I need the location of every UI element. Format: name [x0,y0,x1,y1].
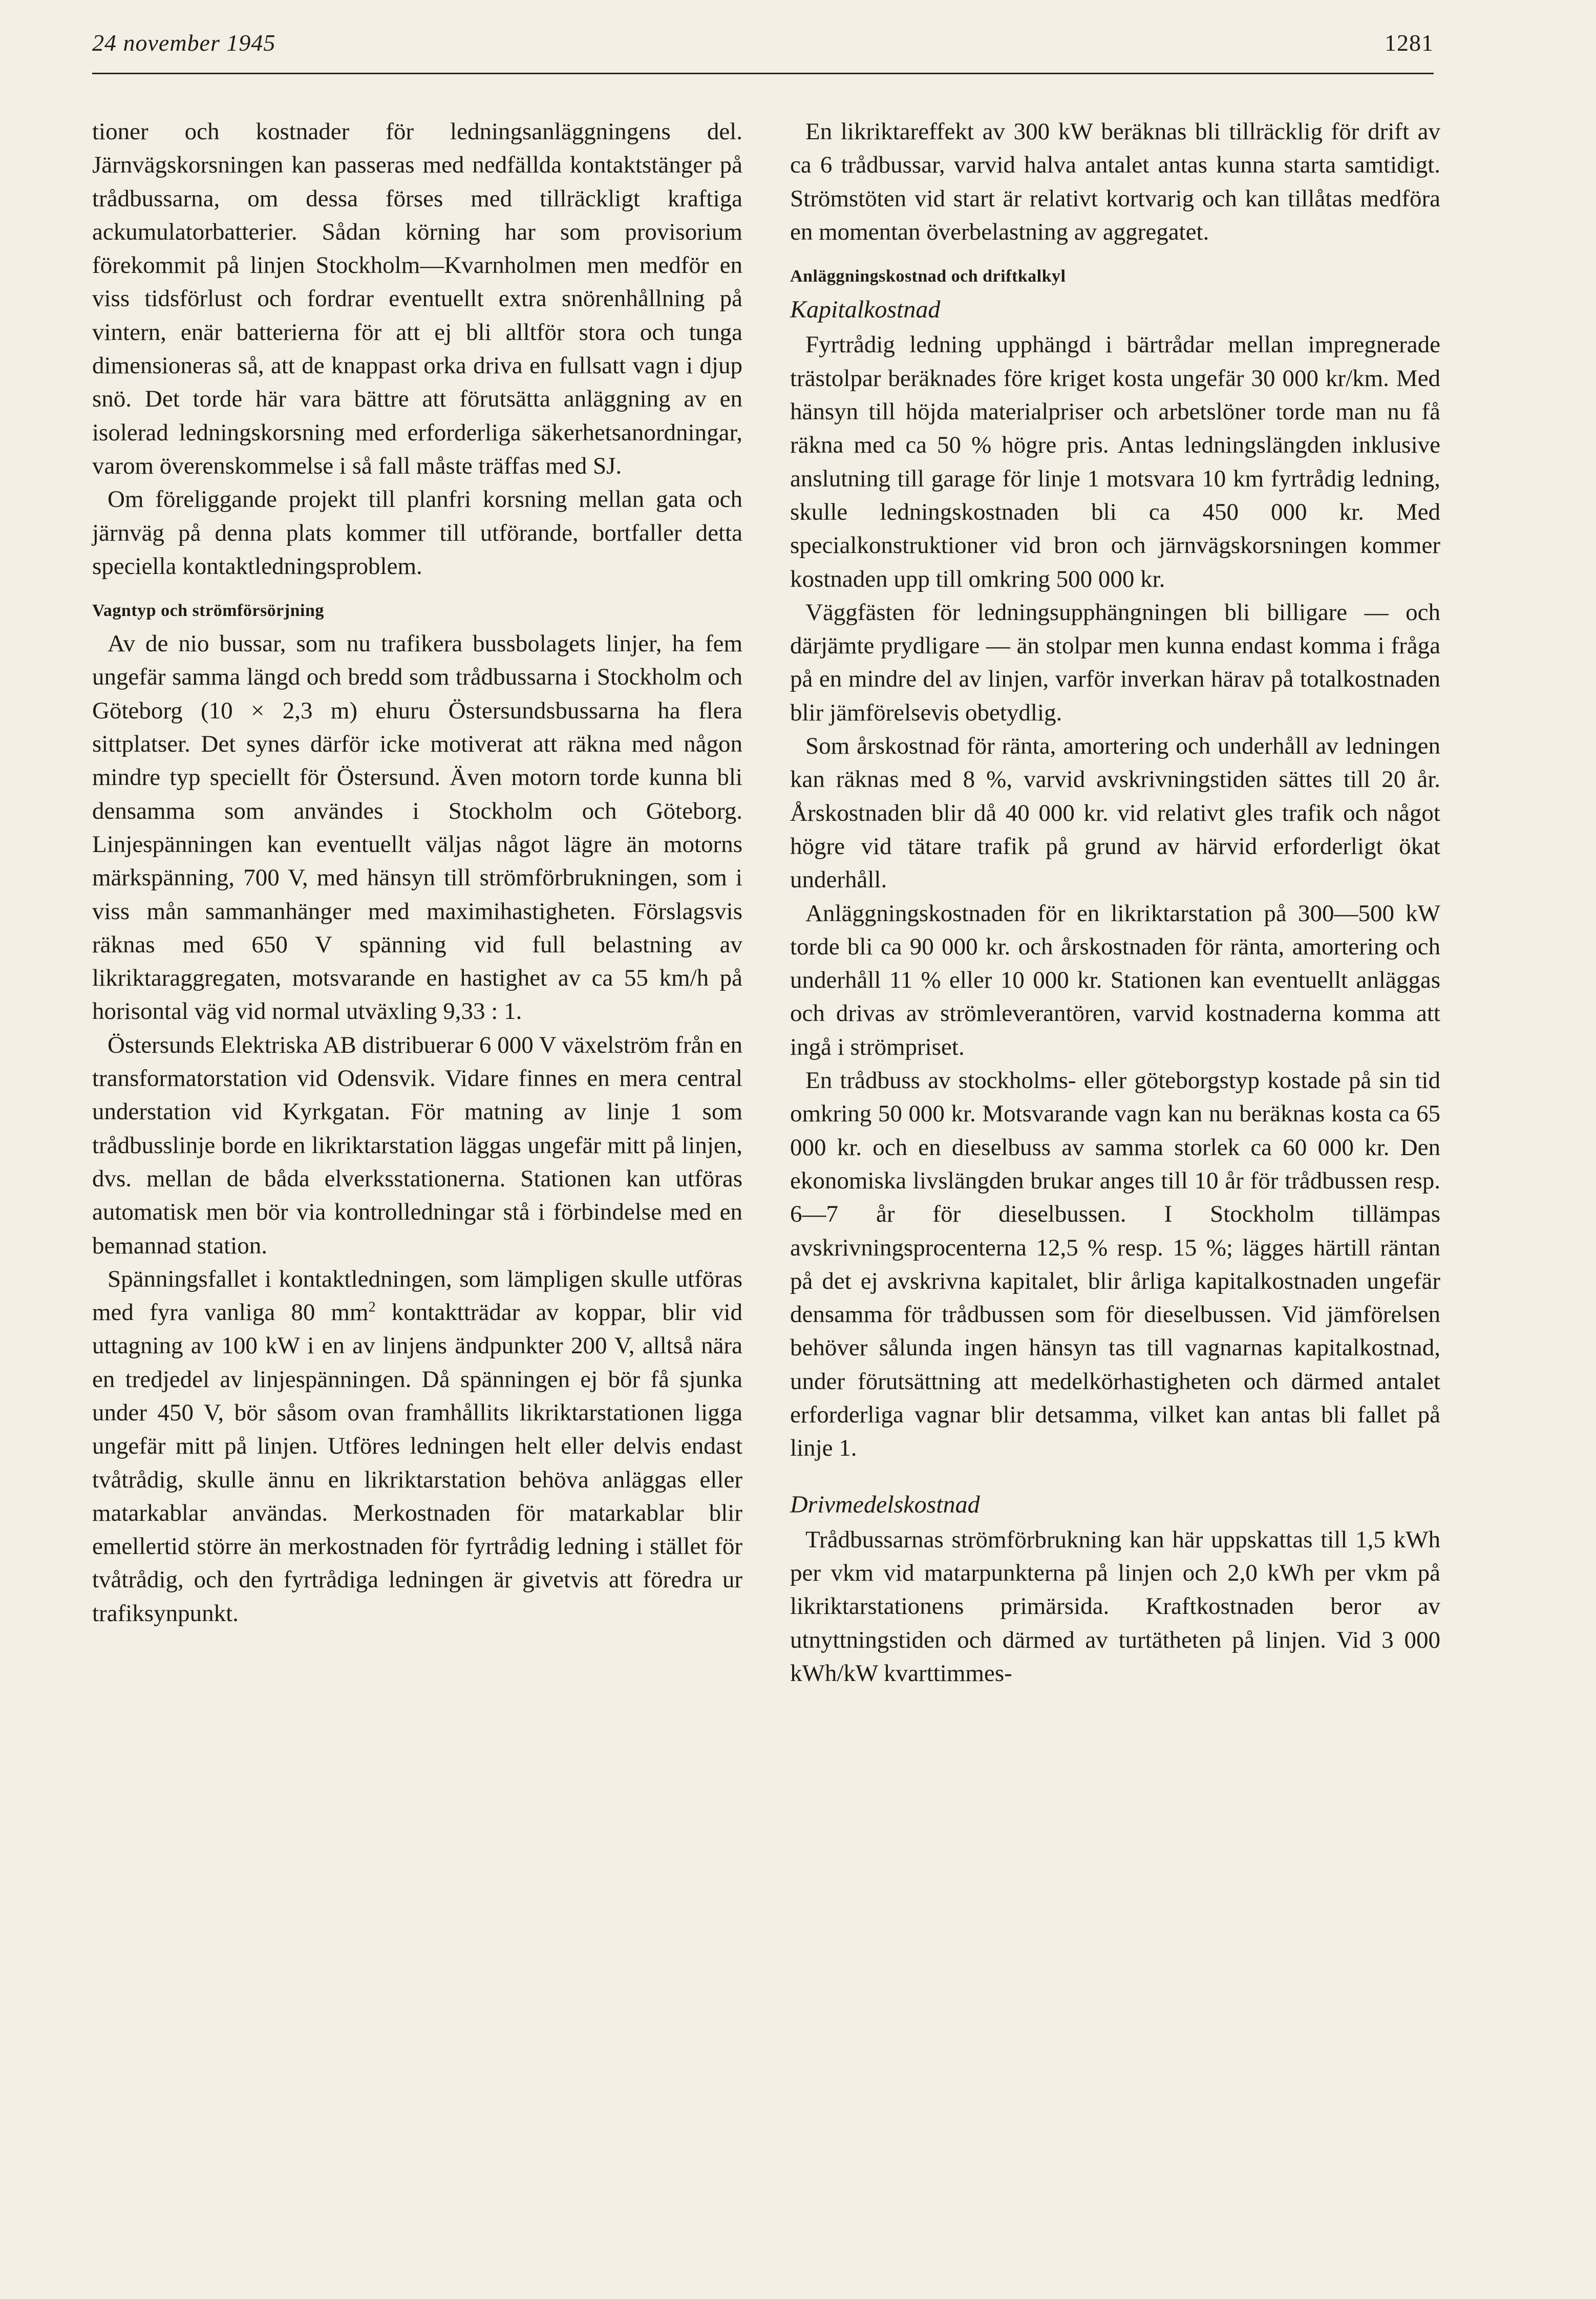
paragraph [92,1263,742,1630]
section-heading: Anläggningskostnad och driftkalkyl [790,267,1066,286]
left-column [92,115,742,1630]
paragraph: tioner och kostnader för ledningsanläggningens del. Järnvägskorsningen kan passeras med nedfällda kontaktstänger på trådbussarna, om dessa förses med tillräckligt kraftiga ackumulatorbatterier. Sådan körning har som provisorium förekommit på linjen Stockholm—Kvarnholmen men medför en viss tidsförlust och fordrar eventuellt extra snörenhållning på vintern, enär batterierna för att ej bli alltför stora och tunga dimensioneras så, att de knappast orka driva en fullsatt vagn i djup snö. Det torde här vara bättre att förutsätta anläggning av en isolerad ledningskorsning med erforderliga säkerhetsanordningar, varom överenskommelse i så fall måste träffas med SJ. [92,118,742,479]
paragraph: Av de nio bussar, som nu trafikera bussbolagets linjer, ha fem ungefär samma längd och bredd som trådbussarna i Stockholm och Göteborg (10 × 2,3 m) ehuru Östersundsbussarna ha flera sittplatser. Det synes därför icke motiverat att räkna med någon mindre typ speciellt för Östersund. Även motorn torde kunna bli densamma som användes i Stockholm och Göteborg. Linjespänningen kan eventuellt väljas något lägre än motorns märkspänning, 700 V, med hänsyn till strömförbrukningen, som i viss mån sammanhänger med maximihastigheten. Förslagsvis räknas med 650 V spänning vid full belastning av likriktaraggregaten, motsvarande en hastighet av ca 55 km/h på horisontal väg vid normal utväxling 9,33 : 1. [92,630,742,1025]
section-heading: Vagntyp och strömförsörjning [92,601,324,621]
paragraph: Väggfästen för ledningsupphängningen bli billigare — och därjämte prydligare — än stolpar men kunna endast komma i fråga på en mindre del av linjen, varför inverkan härav på totalkostnaden blir jämförelsevis obetydlig. [790,599,1440,726]
issue-date: 24 november 1945 [92,30,276,56]
paragraph: En likriktareffekt av 300 kW beräknas bli tillräcklig för drift av ca 6 trådbussar, varvid halva antalet antas kunna starta samtidigt. Strömstöten vid start är relativt kortvarig och kan tillåtas medföra en momentan överbelastning av aggregatet. [790,118,1440,245]
right-column [790,115,1440,1690]
superscript: 2 [368,1299,376,1315]
paragraph: Fyrtrådig ledning upphängd i bärtrådar mellan impregnerade trästolpar beräknades före kriget kosta ungefär 30 000 kr/km. Med hänsyn till höjda materialpriser och arbetslöner torde man nu få räkna med ca 50 % högre pris. Antas ledningslängden inklusive anslutning till garage för linje 1 motsvara 10 km fyrtrådig ledning, skulle ledningskostnaden bli ca 450 000 kr. Med specialkonstruktioner vid bron och järnvägskorsningen kommer kostnaden upp till omkring 500 000 kr. [790,331,1440,592]
page-number: 1281 [1385,30,1434,56]
subsection-heading: Drivmedelskostnad [790,1491,980,1518]
paragraph: Om föreliggande projekt till planfri korsning mellan gata och järnväg på denna plats kommer till utförande, bortfaller detta speciella kontaktledningsproblem. [92,486,742,580]
paragraph: En trådbuss av stockholms- eller göteborgstyp kostade på sin tid omkring 50 000 kr. Motsvarande vagn kan nu beräknas kosta ca 65 000 kr. och en dieselbuss av samma storlek ca 60 000 kr. Den ekonomiska livslängden brukar anges till 10 år för trådbussen resp. 6—7 år för dieselbussen. I Stockholm tillämpas avskrivningsprocenterna 12,5 % resp. 15 %; lägges härtill räntan på det ej avskrivna kapitalet, blir årliga kapitalkostnaden ungefär densamma för trådbussen som för dieselbussen. Vid jämförelsen behöver sålunda ingen hänsyn tas till vagnarnas kapitalkostnad, under förutsättning att medelkörhastigheten och därmed antalet erforderliga vagnar blir detsamma, vilket kan antas bli fallet på linje 1. [790,1067,1440,1462]
paragraph-part: Spänningsfallet i kontaktledningen, som lämpligen skulle utföras med fyra vanliga 80 mm [92,1265,742,1326]
page-header [92,27,1434,74]
paragraph: Östersunds Elektriska AB distribuerar 6 000 V växelström från en transformatorstation vid Odensvik. Vidare finnes en mera central understation vid Kyrkgatan. För matning av linje 1 som trådbusslinje borde en likriktarstation läggas ungefär mitt på linjen, dvs. mellan de båda elverksstationerna. Stationen kan utföras automatisk men bör via kontrolledningar stå i förbindelse med en bemannad station. [92,1031,742,1259]
paragraph: Trådbussarnas strömförbrukning kan här uppskattas till 1,5 kWh per vkm vid matarpunkterna på linjen och 2,0 kWh per vkm på likriktarstationens primärsida. Kraftkostnaden beror av utnyttningstiden och därmed av turtätheten på linjen. Vid 3 000 kWh/kW kvarttimmes- [790,1526,1440,1687]
paragraph-part: kontaktträdar av koppar, blir vid uttagning av 100 kW i en av linjens ändpunkter 200 V, alltså nära en tredjedel av linjespänningen. Då spänningen ej bör få sjunka under 450 V, bör såsom ovan framhållits likriktarstationen ligga ungefär mitt på linjen. Utföres ledningen helt eller delvis endast tvåtrådig, skulle ännu en likriktarstation behöva anläggas eller matarkablar användas. Merkostnaden för matarkablar blir emellertid större än merkostnaden för fyrtrådig ledning i stället för tvåtrådig, och den fyrtrådiga ledningen är givetvis att föredra ur trafiksynpunkt. [92,1299,742,1627]
paragraph: Som årskostnad för ränta, amortering och underhåll av ledningen kan räknas med 8 %, varvid avskrivningstiden sättes till 20 år. Årskostnaden blir då 40 000 kr. vid relativt gles trafik och något högre vid tätare trafik på grund av härvid erforderligt ökat underhåll. [790,733,1440,893]
paragraph: Anläggningskostnaden för en likriktarstation på 300—500 kW torde bli ca 90 000 kr. och årskostnaden för ränta, amortering och underhåll 11 % eller 10 000 kr. Stationen kan eventuellt anläggas och drivas av strömleverantören, varvid kostnaderna komma att ingå i strömpriset. [790,900,1440,1060]
subsection-heading: Kapitalkostnad [790,296,941,324]
